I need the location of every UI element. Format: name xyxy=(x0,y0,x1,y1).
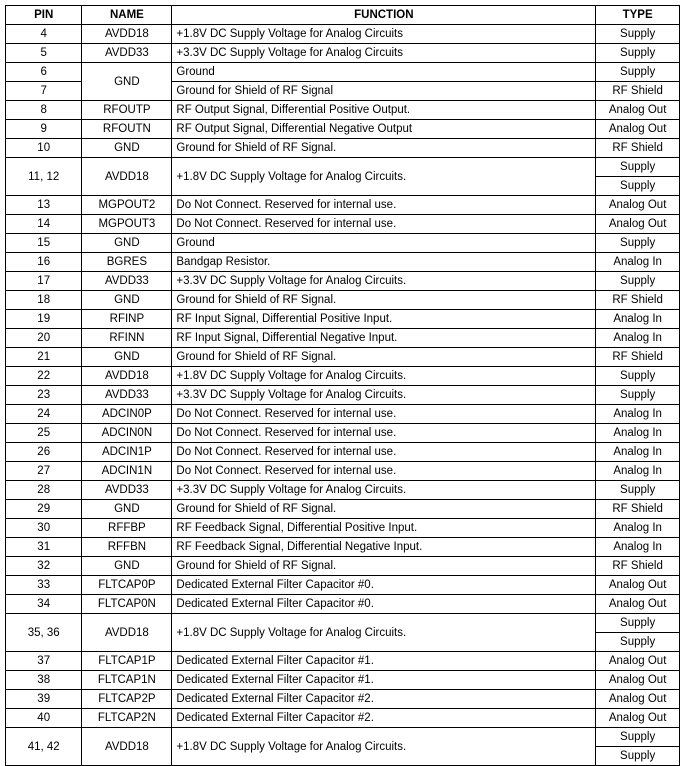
type-cell: Supply xyxy=(596,25,680,44)
table-row xyxy=(6,291,680,310)
name-cell: ADCIN1P xyxy=(82,443,172,462)
type-cell: Analog In xyxy=(596,538,680,557)
pin-cell: 24 xyxy=(6,405,82,424)
type-cell: Supply xyxy=(596,386,680,405)
pin-cell: 10 xyxy=(6,139,82,158)
name-cell: AVDD18 xyxy=(82,25,172,44)
name-cell: RFOUTN xyxy=(82,120,172,139)
function-cell: RF Input Signal, Differential Positive Input. xyxy=(172,310,596,329)
table-row xyxy=(6,690,680,709)
type-cell: RF Shield xyxy=(596,82,680,101)
function-cell: +3.3V DC Supply Voltage for Analog Circuits. xyxy=(172,386,596,405)
function-cell: RF Output Signal, Differential Positive Output. xyxy=(172,101,596,120)
function-cell: RF Output Signal, Differential Negative Output xyxy=(172,120,596,139)
table-row xyxy=(6,671,680,690)
type-cell: Analog In xyxy=(596,443,680,462)
name-cell: FLTCAP1P xyxy=(82,652,172,671)
name-cell: AVDD18 xyxy=(82,367,172,386)
function-cell: Dedicated External Filter Capacitor #1. xyxy=(172,652,596,671)
function-cell: Do Not Connect. Reserved for internal use. xyxy=(172,405,596,424)
function-cell: +1.8V DC Supply Voltage for Analog Circuits xyxy=(172,25,596,44)
name-cell: AVDD18 xyxy=(82,158,172,196)
type-cell: RF Shield xyxy=(596,557,680,576)
name-cell: MGPOUT2 xyxy=(82,196,172,215)
table-row xyxy=(6,329,680,348)
function-cell: RF Feedback Signal, Differential Positive Input. xyxy=(172,519,596,538)
type-cell: Supply xyxy=(596,633,680,652)
table-row xyxy=(6,595,680,614)
type-cell: RF Shield xyxy=(596,139,680,158)
table-row xyxy=(6,215,680,234)
function-cell: Ground for Shield of RF Signal. xyxy=(172,291,596,310)
name-cell: FLTCAP2N xyxy=(82,709,172,728)
table-row xyxy=(6,44,680,63)
pin-cell: 9 xyxy=(6,120,82,139)
type-cell: Analog Out xyxy=(596,215,680,234)
table-row xyxy=(6,367,680,386)
type-cell: Analog Out xyxy=(596,595,680,614)
name-cell: FLTCAP2P xyxy=(82,690,172,709)
pin-cell: 33 xyxy=(6,576,82,595)
table-row xyxy=(6,557,680,576)
pin-cell: 41, 42 xyxy=(6,728,82,766)
type-cell: Analog In xyxy=(596,310,680,329)
function-cell: Do Not Connect. Reserved for internal use. xyxy=(172,215,596,234)
function-cell: Dedicated External Filter Capacitor #1. xyxy=(172,671,596,690)
pin-cell: 5 xyxy=(6,44,82,63)
function-cell: Do Not Connect. Reserved for internal use. xyxy=(172,196,596,215)
name-cell: AVDD33 xyxy=(82,44,172,63)
function-cell: Dedicated External Filter Capacitor #2. xyxy=(172,690,596,709)
table-row xyxy=(6,614,680,633)
function-cell: Ground for Shield of RF Signal xyxy=(172,82,596,101)
function-cell: Bandgap Resistor. xyxy=(172,253,596,272)
pin-cell: 18 xyxy=(6,291,82,310)
type-cell: Supply xyxy=(596,63,680,82)
name-cell: ADCIN1N xyxy=(82,462,172,481)
type-cell: Supply xyxy=(596,177,680,196)
table-row xyxy=(6,310,680,329)
pin-cell: 7 xyxy=(6,82,82,101)
function-cell: RF Feedback Signal, Differential Negative Input. xyxy=(172,538,596,557)
pin-cell: 34 xyxy=(6,595,82,614)
pin-cell: 17 xyxy=(6,272,82,291)
pin-cell: 20 xyxy=(6,329,82,348)
type-cell: Analog In xyxy=(596,424,680,443)
name-cell: GND xyxy=(82,139,172,158)
function-cell: +3.3V DC Supply Voltage for Analog Circuits xyxy=(172,44,596,63)
table-row xyxy=(6,101,680,120)
function-cell: Dedicated External Filter Capacitor #0. xyxy=(172,595,596,614)
table-row xyxy=(6,481,680,500)
pin-cell: 35, 36 xyxy=(6,614,82,652)
name-cell: RFFBP xyxy=(82,519,172,538)
type-cell: Analog Out xyxy=(596,671,680,690)
table-row xyxy=(6,348,680,367)
name-cell: GND xyxy=(82,348,172,367)
function-cell: Ground xyxy=(172,63,596,82)
table-row xyxy=(6,576,680,595)
name-cell: RFINP xyxy=(82,310,172,329)
type-cell: Analog In xyxy=(596,519,680,538)
table-row xyxy=(6,120,680,139)
pin-cell: 4 xyxy=(6,25,82,44)
type-cell: Analog Out xyxy=(596,101,680,120)
table-row xyxy=(6,25,680,44)
type-cell: Supply xyxy=(596,367,680,386)
function-cell: Ground for Shield of RF Signal. xyxy=(172,500,596,519)
type-cell: Supply xyxy=(596,728,680,747)
function-cell: Dedicated External Filter Capacitor #2. xyxy=(172,709,596,728)
function-cell: Ground for Shield of RF Signal. xyxy=(172,557,596,576)
pin-cell: 21 xyxy=(6,348,82,367)
table-row xyxy=(6,519,680,538)
type-cell: Supply xyxy=(596,44,680,63)
function-cell: +1.8V DC Supply Voltage for Analog Circuits. xyxy=(172,728,596,766)
name-cell: AVDD33 xyxy=(82,386,172,405)
type-cell: RF Shield xyxy=(596,291,680,310)
table-row xyxy=(6,443,680,462)
table-row xyxy=(6,500,680,519)
pin-cell: 13 xyxy=(6,196,82,215)
pin-cell: 32 xyxy=(6,557,82,576)
pin-cell: 16 xyxy=(6,253,82,272)
table-row xyxy=(6,63,680,82)
pin-cell: 40 xyxy=(6,709,82,728)
function-cell: +3.3V DC Supply Voltage for Analog Circuits. xyxy=(172,481,596,500)
name-cell: AVDD33 xyxy=(82,272,172,291)
name-cell: AVDD33 xyxy=(82,481,172,500)
type-cell: Supply xyxy=(596,747,680,766)
table-row xyxy=(6,538,680,557)
table-row xyxy=(6,386,680,405)
function-cell: Do Not Connect. Reserved for internal use. xyxy=(172,443,596,462)
pin-cell: 37 xyxy=(6,652,82,671)
type-cell: Analog In xyxy=(596,462,680,481)
pin-cell: 39 xyxy=(6,690,82,709)
function-cell: +1.8V DC Supply Voltage for Analog Circuits. xyxy=(172,614,596,652)
pin-cell: 23 xyxy=(6,386,82,405)
header-row xyxy=(6,6,680,25)
function-cell: Ground for Shield of RF Signal. xyxy=(172,139,596,158)
function-cell: Do Not Connect. Reserved for internal use. xyxy=(172,424,596,443)
name-cell: FLTCAP1N xyxy=(82,671,172,690)
name-cell: FLTCAP0N xyxy=(82,595,172,614)
table-row xyxy=(6,709,680,728)
type-cell: Supply xyxy=(596,158,680,177)
function-cell: Ground for Shield of RF Signal. xyxy=(172,348,596,367)
table-row xyxy=(6,462,680,481)
pin-cell: 6 xyxy=(6,63,82,82)
table-row xyxy=(6,728,680,747)
type-cell: Analog Out xyxy=(596,196,680,215)
pin-cell: 28 xyxy=(6,481,82,500)
pin-cell: 8 xyxy=(6,101,82,120)
pin-cell: 15 xyxy=(6,234,82,253)
pin-cell: 30 xyxy=(6,519,82,538)
table-row xyxy=(6,234,680,253)
name-cell: GND xyxy=(82,63,172,101)
type-cell: RF Shield xyxy=(596,500,680,519)
type-cell: Analog Out xyxy=(596,120,680,139)
name-cell: GND xyxy=(82,557,172,576)
type-cell: Supply xyxy=(596,481,680,500)
type-cell: Analog Out xyxy=(596,709,680,728)
table-row xyxy=(6,272,680,291)
name-cell: AVDD18 xyxy=(82,614,172,652)
pin-function-table xyxy=(5,5,680,766)
pin-cell: 27 xyxy=(6,462,82,481)
function-cell: Do Not Connect. Reserved for internal use. xyxy=(172,462,596,481)
pin-cell: 26 xyxy=(6,443,82,462)
header-pin: PIN xyxy=(6,6,82,25)
pin-cell: 38 xyxy=(6,671,82,690)
name-cell: GND xyxy=(82,234,172,253)
table-row xyxy=(6,253,680,272)
function-cell: +1.8V DC Supply Voltage for Analog Circuits. xyxy=(172,158,596,196)
name-cell: AVDD18 xyxy=(82,728,172,766)
function-cell: +1.8V DC Supply Voltage for Analog Circuits. xyxy=(172,367,596,386)
name-cell: RFINN xyxy=(82,329,172,348)
type-cell: Analog In xyxy=(596,329,680,348)
name-cell: GND xyxy=(82,500,172,519)
pin-cell: 29 xyxy=(6,500,82,519)
type-cell: Analog Out xyxy=(596,652,680,671)
pin-cell: 14 xyxy=(6,215,82,234)
pin-cell: 19 xyxy=(6,310,82,329)
table-row xyxy=(6,652,680,671)
type-cell: Analog In xyxy=(596,253,680,272)
name-cell: BGRES xyxy=(82,253,172,272)
name-cell: ADCIN0N xyxy=(82,424,172,443)
type-cell: Analog Out xyxy=(596,576,680,595)
function-cell: Ground xyxy=(172,234,596,253)
type-cell: Supply xyxy=(596,272,680,291)
pin-cell: 31 xyxy=(6,538,82,557)
type-cell: Analog Out xyxy=(596,690,680,709)
table-row xyxy=(6,139,680,158)
name-cell: FLTCAP0P xyxy=(82,576,172,595)
pin-cell: 11, 12 xyxy=(6,158,82,196)
function-cell: Dedicated External Filter Capacitor #0. xyxy=(172,576,596,595)
name-cell: RFFBN xyxy=(82,538,172,557)
function-cell: +3.3V DC Supply Voltage for Analog Circuits. xyxy=(172,272,596,291)
table-row xyxy=(6,424,680,443)
name-cell: RFOUTP xyxy=(82,101,172,120)
type-cell: Supply xyxy=(596,614,680,633)
pin-cell: 25 xyxy=(6,424,82,443)
table-row xyxy=(6,196,680,215)
function-cell: RF Input Signal, Differential Negative Input. xyxy=(172,329,596,348)
header-type: TYPE xyxy=(596,6,680,25)
name-cell: ADCIN0P xyxy=(82,405,172,424)
table-row xyxy=(6,405,680,424)
pin-rows xyxy=(6,25,680,766)
header-function: FUNCTION xyxy=(172,6,596,25)
name-cell: GND xyxy=(82,291,172,310)
type-cell: RF Shield xyxy=(596,348,680,367)
header-name: NAME xyxy=(82,6,172,25)
name-cell: MGPOUT3 xyxy=(82,215,172,234)
type-cell: Analog In xyxy=(596,405,680,424)
pin-cell: 22 xyxy=(6,367,82,386)
table-row xyxy=(6,158,680,177)
type-cell: Supply xyxy=(596,234,680,253)
